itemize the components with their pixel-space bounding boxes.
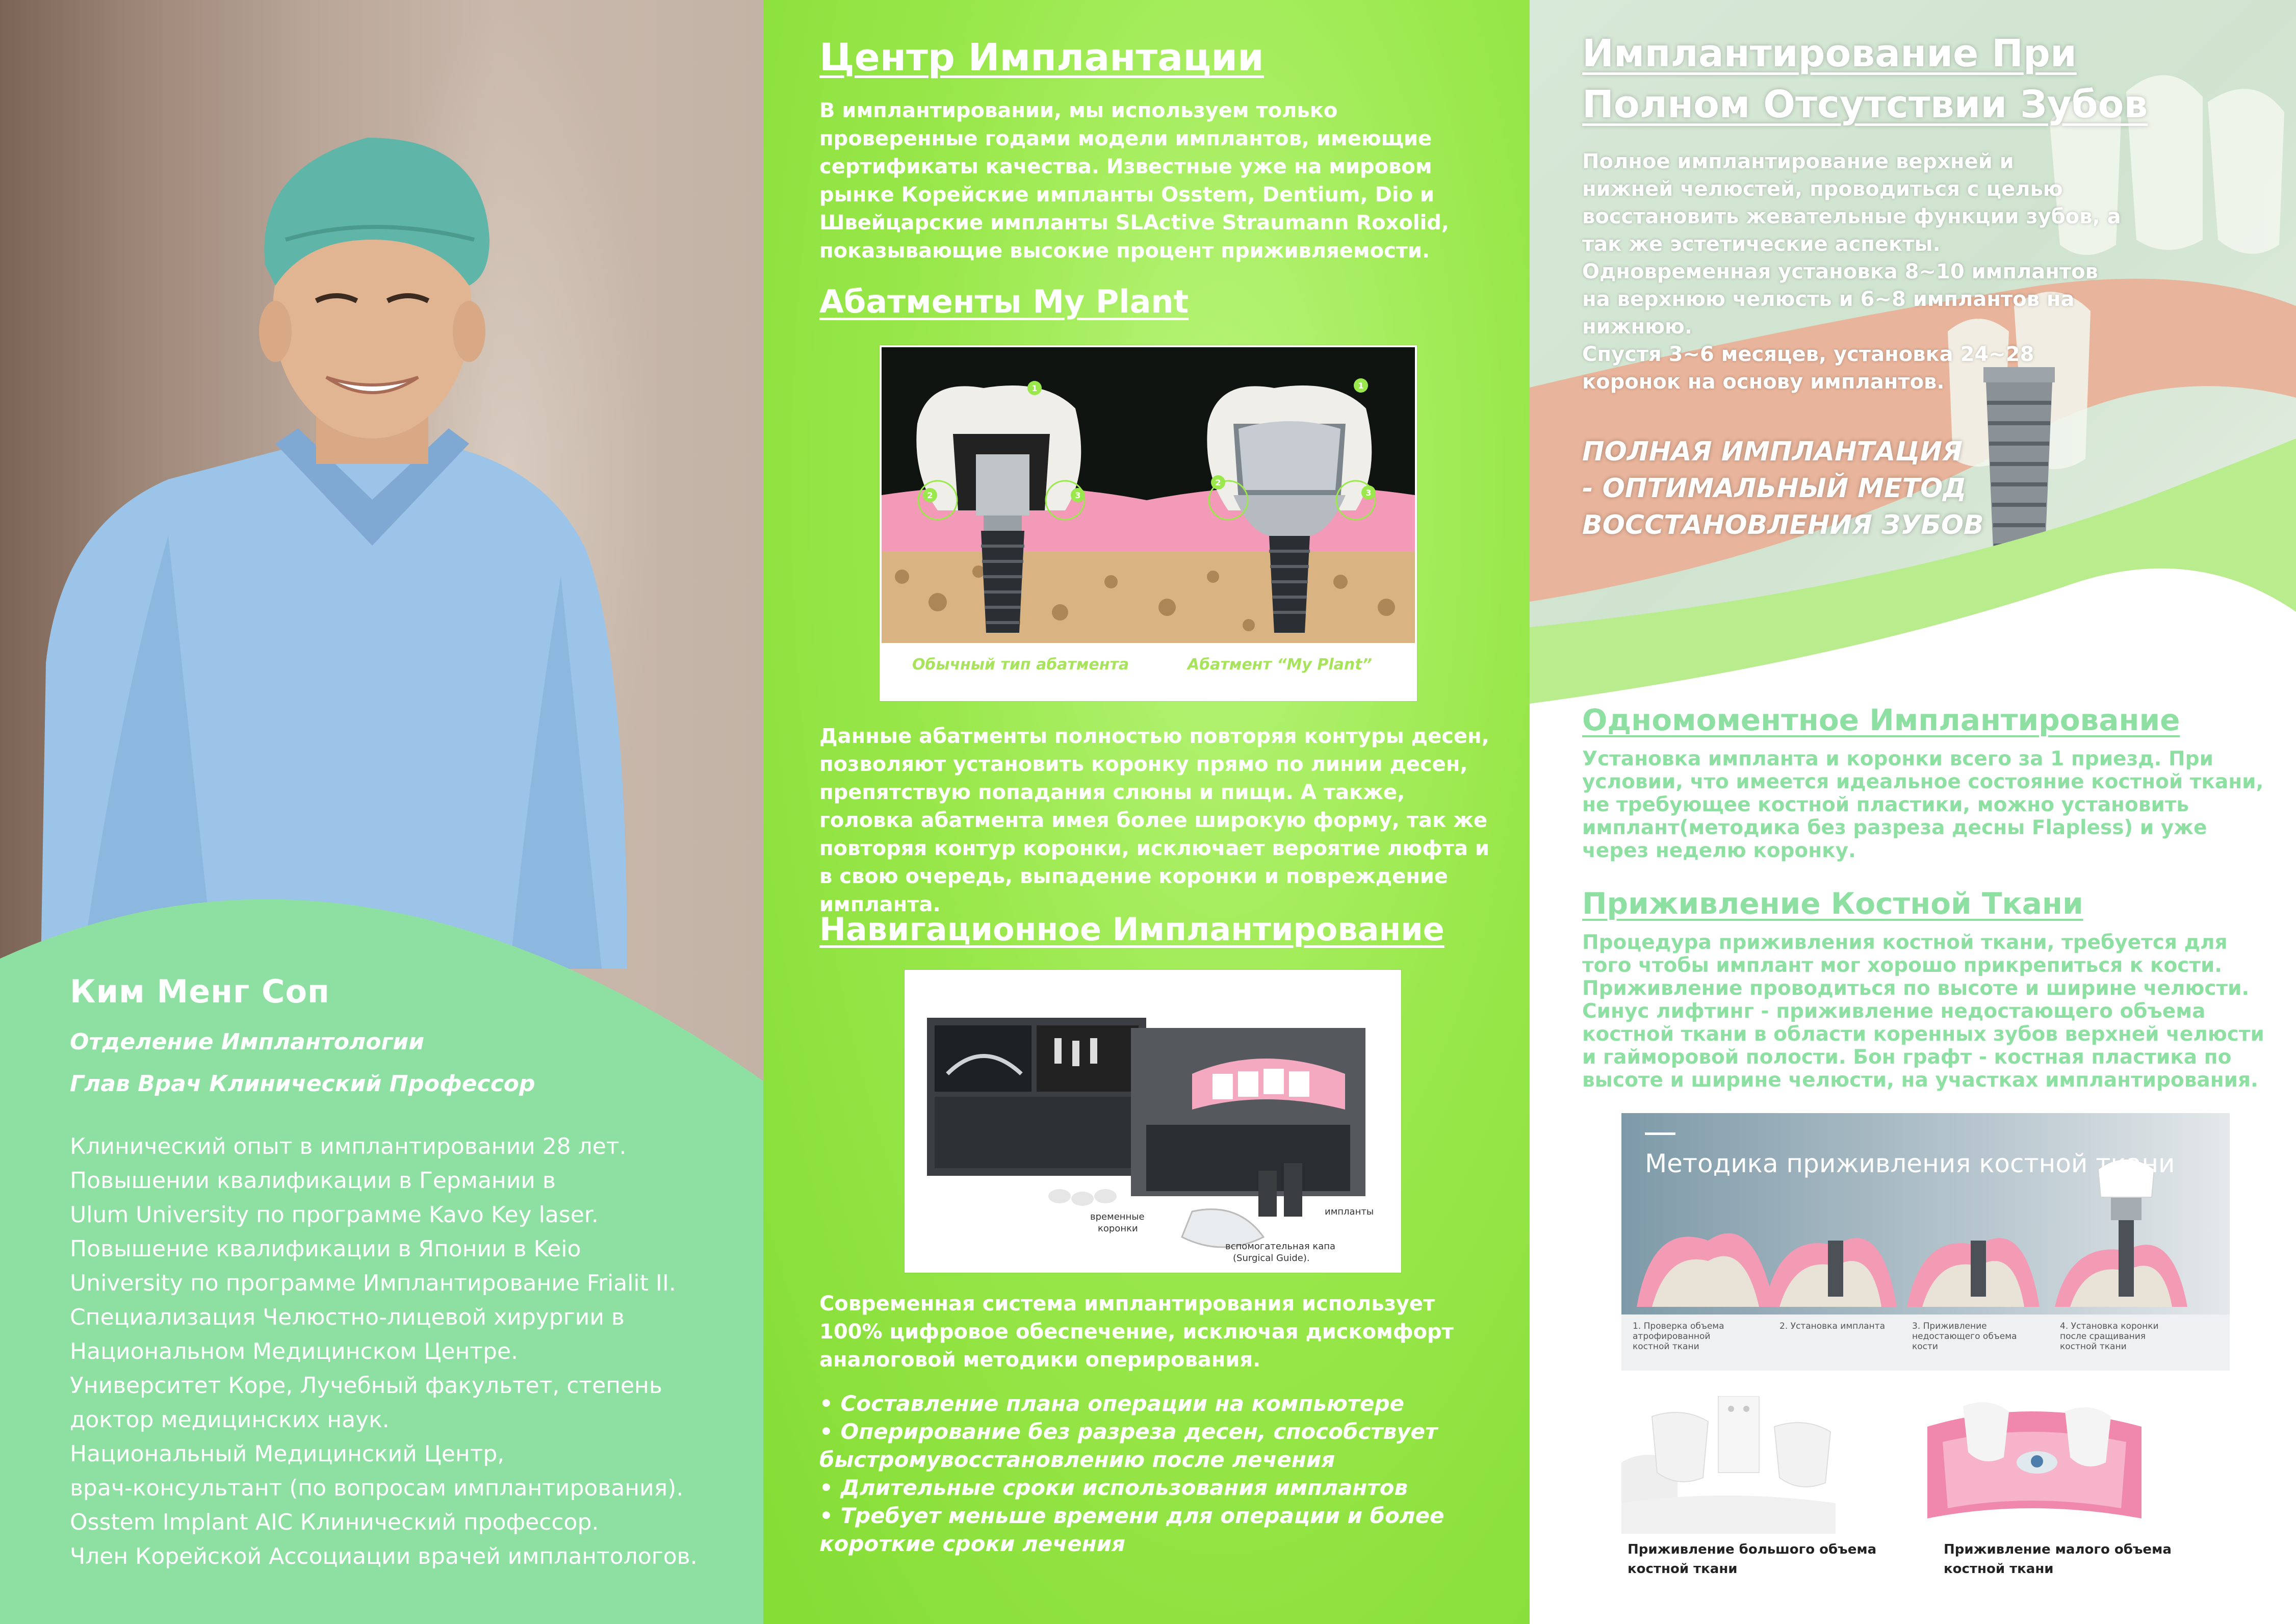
bio-line: Член Корейской Ассоциации врачей имплантологов. — [70, 1543, 698, 1569]
marker-label: 3 — [1075, 491, 1081, 500]
bio-line: Osstem Implant AIC Клинический профессор. — [70, 1509, 599, 1535]
bio-line: Клинический опыт в имплантировании 28 лет. — [70, 1133, 627, 1159]
method-step-1: 1. Проверка объема атрофированной костной ткани — [1633, 1321, 1724, 1352]
bullet-item: • Составление плана операции на компьютере — [819, 1391, 1405, 1416]
small-graft-caption-2: костной ткани — [1944, 1561, 2054, 1577]
doctor-name: Ким Менг Соп — [70, 973, 330, 1010]
text-line: на верхнюю челюсть и 6~8 имплантов на — [1582, 288, 2075, 311]
abutment-illustration — [882, 347, 1415, 699]
abutments-title: Абатменты My Plant — [819, 283, 1189, 320]
full-implant-title-2: Полном Отсутствии Зубов — [1582, 83, 2148, 126]
full-implant-text — [1582, 148, 2163, 396]
bone-graft-text: Процедура приживления костной ткани, требуется для того чтобы имплант мог хорошо прикрепиться к кости. Приживление проводиться по высоте и ширине челюсти. Синус лифтинг - приживление недостающего объема костной ткани в области коренных зубов верхней челюсти и гайморовой полости. Бон графт - костная пластика по высоте и ширине челюсти, на участках имплантирования. — [1582, 931, 2264, 1092]
text-line: так же эстетические аспекты. — [1582, 233, 1941, 256]
bio-line: University по программе Имплантирование Frialit II. — [70, 1270, 676, 1296]
text-line: нижней челюстей, проводиться с целью — [1582, 177, 2063, 201]
bio-line: Повышение квалификации в Японии в Keio — [70, 1236, 581, 1262]
bio-line: доктор медицинских наук. — [70, 1407, 390, 1433]
large-graft-caption-1: Приживление большого объема — [1628, 1542, 1877, 1557]
bullet-item: • Требует меньше времени для операции и более — [819, 1503, 1444, 1528]
marker-label: 1 — [1031, 383, 1038, 393]
abutments-text: Данные абатменты полностью повторяя контуры десен, позволяют установить коронку прямо по линии десен, препятствую попадания слюны и пищи. А также, головка абатмента имея более широкую форму, так же повторяя контур коронки, исключает вероятие люфта и в свою очередь, выпадение коронки и повреждение импланта. — [819, 725, 1490, 916]
one-stage-text: Установка импланта и коронки всего за 1 приезд. При условии, что имеется идеальное состояние костной ткани, не требующее костной пластики, можно установить имплант(методика без разреза десны Flapless) и уже через неделю коронку. — [1582, 747, 2264, 862]
marker-label: 2 — [927, 491, 933, 500]
doctor-bio — [70, 1129, 733, 1574]
text-line: Одновременная установка 8~10 имплантов — [1582, 260, 2098, 283]
marker-label: 1 — [1358, 381, 1364, 391]
bio-line: Университет Коре, Лучебный факультет, степень — [70, 1373, 662, 1399]
label-surgical-guide-2: (Surgical Guide). — [1233, 1253, 1310, 1264]
implant-center-panel — [763, 0, 1530, 1624]
full-implant-panel — [1530, 0, 2296, 1624]
bio-line: Ulum University по программе Kavo Key laser. — [70, 1202, 599, 1228]
slogan-line: - ОПТИМАЛЬНЫЙ МЕТОД — [1582, 473, 1967, 504]
navigation-illustration — [907, 972, 1399, 1271]
text-line: Полное имплантирование верхней и — [1582, 150, 2014, 173]
bullet-item: короткие сроки лечения — [819, 1531, 1126, 1556]
caption-regular-abutment: Обычный тип абатмента — [912, 656, 1129, 674]
full-implant-title-1: Имплантирование При — [1582, 32, 2077, 75]
text-line: нижнюю. — [1582, 315, 1693, 339]
method-step-4: 4. Установка коронки после сращивания костной ткани — [2060, 1321, 2159, 1352]
navigation-software-image — [905, 970, 1401, 1273]
caption-myplant-abutment: Абатмент “My Plant” — [1188, 656, 1372, 674]
bio-line: врач-консультант (по вопросам имплантирования). — [70, 1475, 684, 1501]
bio-line: Повышении квалификации в Германии в — [70, 1168, 556, 1194]
small-graft-caption-1: Приживление малого объема — [1944, 1542, 2172, 1557]
bullet-item: • Оперирование без разреза десен, способствует — [819, 1419, 1438, 1444]
method-step-3: 3. Приживление недостающего объема кости — [1912, 1321, 2017, 1352]
slogan-line: ПОЛНАЯ ИМПЛАНТАЦИЯ — [1582, 436, 1963, 467]
slogan-line: ВОССТАНОВЛЕНИЯ ЗУБОВ — [1582, 510, 1984, 540]
text-line: восстановить жевательные функции зубов, а — [1582, 205, 2121, 228]
navigation-text: Современная система имплантирования использует 100% цифровое обеспечение, исключая дискомфорт аналоговой методики оперирования. — [819, 1292, 1454, 1372]
bullet-item: быстромувосстановлению после лечения — [819, 1447, 1335, 1472]
label-surgical-guide: вспомогательная капа — [1225, 1241, 1336, 1252]
one-stage-title: Одномоментное Имплантирование — [1582, 703, 2180, 737]
text-line: Спустя 3~6 месяцев, установка 24~28 — [1582, 343, 2034, 366]
doctor-panel — [0, 0, 763, 1624]
large-graft-image — [1621, 1396, 1836, 1534]
bone-graft-method-image — [1621, 1113, 2230, 1371]
abutment-image — [880, 345, 1417, 701]
large-graft-caption-2: костной ткани — [1628, 1561, 1738, 1577]
center-text: В имплантировании, мы используем только проверенные годами модели имплантов, имеющие сертификаты качества. Известные уже на мировом рынке Корейские импланты Osstem, Dentium, Dio и Швейцарские импланты SLActive Straumann Roxolid, показывающие высокие процент приживляемости. — [819, 99, 1450, 263]
method-title: Методика приживления костной ткани — [1645, 1149, 2175, 1178]
label-temporary-crowns-2: коронки — [1098, 1223, 1138, 1234]
small-graft-image — [1927, 1396, 2142, 1534]
doctor-department: Отделение Имплантологии — [70, 1029, 425, 1055]
doctor-position: Глав Врач Клинический Профессор — [70, 1071, 535, 1097]
navigation-title: Навигационное Имплантирование — [819, 911, 1444, 948]
label-temporary-crowns: временные — [1090, 1211, 1145, 1222]
navigation-bullets — [819, 1389, 1498, 1558]
bone-graft-title: Приживление Костной Ткани — [1582, 886, 2083, 921]
marker-label: 3 — [1365, 488, 1372, 498]
bio-line: Национальный Медицинский Центр, — [70, 1441, 505, 1467]
method-step-2: 2. Установка импланта — [1779, 1321, 1885, 1331]
label-implants: импланты — [1325, 1206, 1374, 1217]
center-title: Центр Имплантации — [819, 36, 1264, 80]
bio-line: Специализация Челюстно-лицевой хирургии в — [70, 1304, 625, 1330]
text-line: коронок на основу имплантов. — [1582, 370, 1945, 394]
bio-line: Национальном Медицинском Центре. — [70, 1338, 519, 1364]
marker-label: 2 — [1215, 478, 1221, 487]
full-implant-slogan — [1582, 433, 1984, 544]
bullet-item: • Длительные сроки использования имплантов — [819, 1475, 1408, 1500]
